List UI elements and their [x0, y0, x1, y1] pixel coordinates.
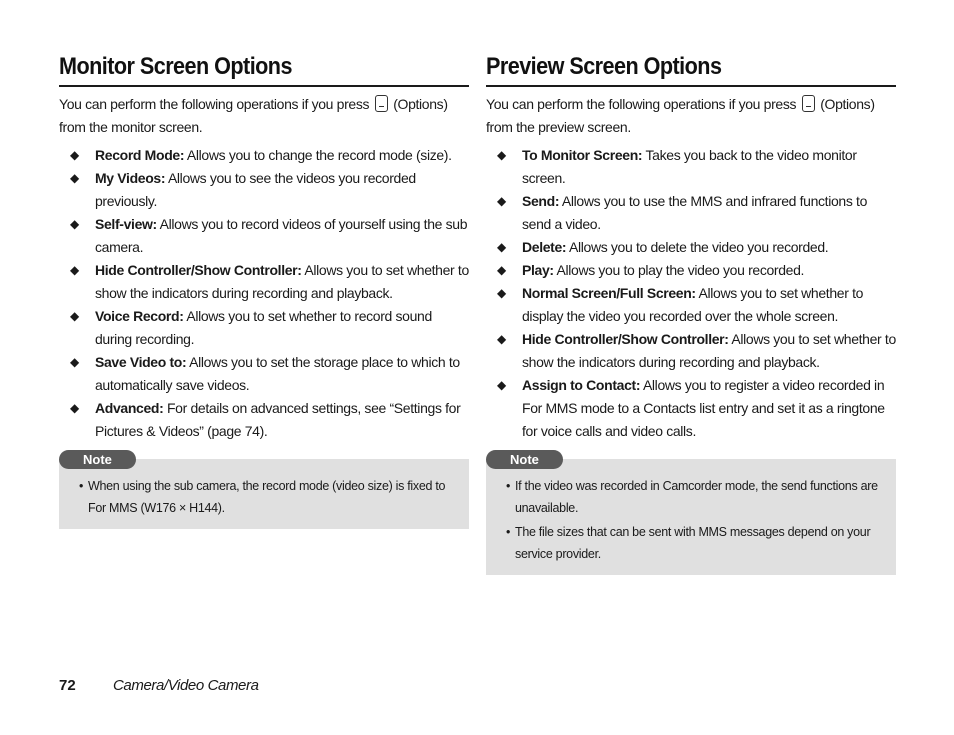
preview-screen-heading: Preview Screen Options — [486, 53, 722, 80]
list-item — [486, 259, 896, 282]
monitor-options-list — [59, 144, 469, 443]
page-footer — [59, 676, 259, 696]
bullet-dot-icon: • — [506, 479, 511, 493]
diamond-bullet-icon: ◆ — [70, 171, 79, 185]
diamond-bullet-icon: ◆ — [497, 240, 506, 254]
preview-screen-section — [486, 52, 896, 443]
option-description: For details on advanced settings, see “Settings for Pictures & Videos” (page 74). — [95, 400, 461, 439]
option-term: Save Video to: — [95, 354, 187, 370]
option-term: My Videos: — [95, 170, 166, 186]
option-term: Delete: — [522, 239, 567, 255]
diamond-bullet-icon: ◆ — [70, 401, 79, 415]
option-description: Allows you to set whether to show the indicators during recording and playback. — [522, 331, 896, 370]
option-term: Assign to Contact: — [522, 377, 641, 393]
note-label: Note — [59, 450, 136, 469]
option-description: Allows you to change the record mode (size). — [186, 147, 452, 163]
diamond-bullet-icon: ◆ — [497, 332, 506, 346]
option-description: Takes you back to the video monitor screen. — [522, 147, 857, 186]
list-item — [486, 282, 896, 328]
option-term: Advanced: — [95, 400, 164, 416]
intro-text-a: You can perform the following operations if you press — [486, 96, 797, 112]
preview-note — [486, 450, 896, 575]
list-item — [486, 328, 896, 374]
option-description: Allows you to register a video recorded in For MMS mode to a Contacts list entry and set it as a ringtone for voice calls and video calls. — [522, 377, 885, 439]
list-item — [59, 397, 469, 443]
heading-rule — [486, 85, 896, 87]
option-term: Voice Record: — [95, 308, 184, 324]
option-description: Allows you to set whether to display the video you recorded over the whole screen. — [522, 285, 864, 324]
diamond-bullet-icon: ◆ — [497, 194, 506, 208]
monitor-intro — [59, 93, 457, 139]
options-key-icon — [375, 95, 388, 112]
diamond-bullet-icon: ◆ — [497, 263, 506, 277]
option-term: Hide Controller/Show Controller: — [95, 262, 302, 278]
note-label: Note — [486, 450, 563, 469]
option-term: Self-view: — [95, 216, 157, 232]
option-description: Allows you to set whether to show the indicators during recording and playback. — [95, 262, 469, 301]
list-item — [59, 167, 469, 213]
note-box — [59, 459, 469, 529]
option-description: Allows you to see the videos you recorded previously. — [95, 170, 416, 209]
option-term: Send: — [522, 193, 560, 209]
option-description: Allows you to use the MMS and infrared functions to send a video. — [522, 193, 868, 232]
diamond-bullet-icon: ◆ — [497, 286, 506, 300]
heading-rule — [59, 85, 469, 87]
note-text: When using the sub camera, the record mode (video size) is fixed to For MMS (W176 × H144). — [88, 479, 446, 515]
intro-text-b: (Options) from the monitor screen. — [59, 96, 448, 135]
diamond-bullet-icon: ◆ — [70, 355, 79, 369]
option-description: Allows you to set the storage place to which to automatically save videos. — [95, 354, 460, 393]
note-item — [506, 521, 880, 565]
bullet-dot-icon: • — [79, 479, 84, 493]
page-number: 72 — [59, 677, 76, 694]
option-term: Play: — [522, 262, 554, 278]
preview-options-list — [486, 144, 896, 443]
monitor-screen-section — [59, 52, 469, 443]
option-description: Allows you to play the video you recorded. — [556, 262, 805, 278]
diamond-bullet-icon: ◆ — [70, 309, 79, 323]
diamond-bullet-icon: ◆ — [70, 217, 79, 231]
monitor-note — [59, 450, 469, 529]
list-item — [59, 351, 469, 397]
option-term: Record Mode: — [95, 147, 185, 163]
option-term: To Monitor Screen: — [522, 147, 643, 163]
option-term: Normal Screen/Full Screen: — [522, 285, 696, 301]
diamond-bullet-icon: ◆ — [497, 378, 506, 392]
note-item — [79, 475, 453, 519]
note-text: The file sizes that can be sent with MMS messages depend on your service provider. — [515, 525, 871, 561]
list-item — [59, 144, 469, 167]
options-key-icon — [802, 95, 815, 112]
list-item — [486, 374, 896, 443]
list-item — [486, 236, 896, 259]
preview-intro — [486, 93, 884, 139]
option-description: Allows you to record videos of yourself using the sub camera. — [95, 216, 468, 255]
bullet-dot-icon: • — [506, 525, 511, 539]
note-text: If the video was recorded in Camcorder mode, the send functions are unavailable. — [515, 479, 878, 515]
diamond-bullet-icon: ◆ — [497, 148, 506, 162]
list-item — [59, 305, 469, 351]
option-description: Allows you to set whether to record sound during recording. — [95, 308, 432, 347]
option-term: Hide Controller/Show Controller: — [522, 331, 729, 347]
intro-text-a: You can perform the following operations if you press — [59, 96, 370, 112]
intro-text-b: (Options) from the preview screen. — [486, 96, 875, 135]
note-item — [506, 475, 880, 519]
note-box — [486, 459, 896, 575]
option-description: Allows you to delete the video you recorded. — [569, 239, 829, 255]
list-item — [486, 190, 896, 236]
section-name: Camera/Video Camera — [113, 677, 259, 694]
diamond-bullet-icon: ◆ — [70, 148, 79, 162]
list-item — [59, 259, 469, 305]
diamond-bullet-icon: ◆ — [70, 263, 79, 277]
list-item — [59, 213, 469, 259]
monitor-screen-heading: Monitor Screen Options — [59, 53, 292, 80]
list-item — [486, 144, 896, 190]
